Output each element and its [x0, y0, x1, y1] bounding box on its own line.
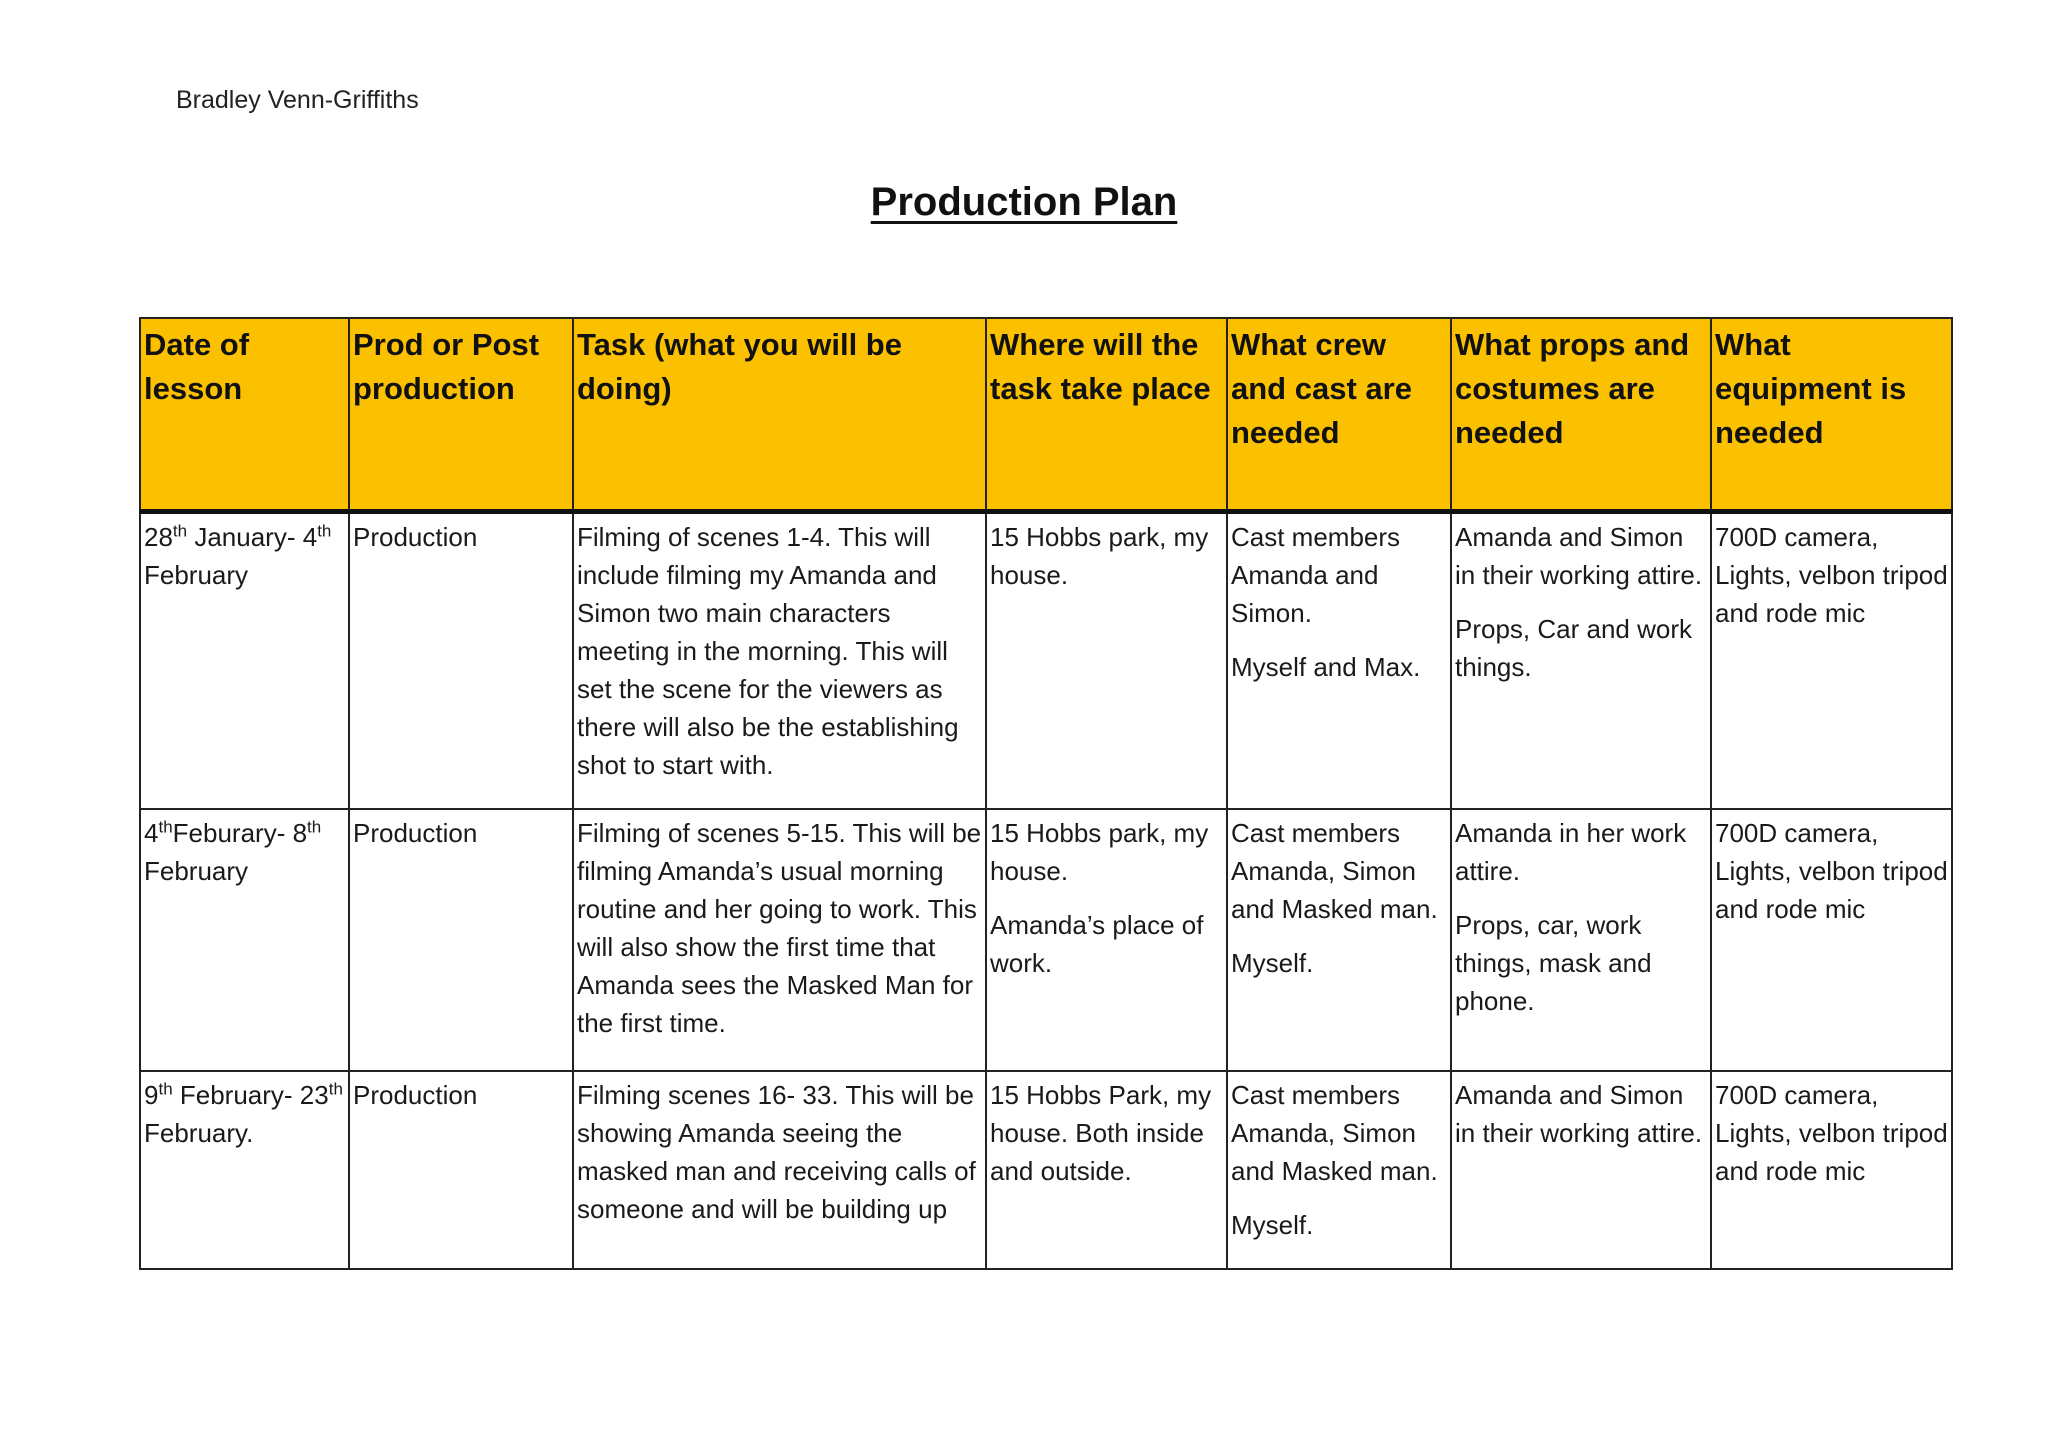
location-line: 15 Hobbs Park, my house. Both inside and outside. [990, 1080, 1212, 1186]
header-stage: Prod or Post production [349, 318, 573, 512]
props-costumes-line: Amanda and Simon in their working attire. [1455, 522, 1703, 590]
header-row [140, 318, 1952, 512]
location-cell [986, 809, 1227, 1071]
document-title-text: Production Plan [870, 180, 1178, 224]
location-line: 15 Hobbs park, my house. [990, 818, 1209, 886]
props-costumes-cell [1451, 809, 1711, 1071]
crew-cast-line: Cast members Amanda and Simon. [1231, 522, 1401, 628]
equipment-cell: 700D camera, Lights, velbon tripod and rode mic [1711, 809, 1952, 1071]
crew-cast-line: Myself. [1231, 1210, 1314, 1240]
table-row [140, 512, 1952, 810]
stage-cell: Production [349, 809, 573, 1071]
crew-cast-cell [1227, 809, 1451, 1071]
location-cell [986, 512, 1227, 810]
author-name: Bradley Venn-Griffiths [176, 86, 419, 114]
crew-cast-line: Cast members Amanda, Simon and Masked man. [1231, 818, 1438, 924]
equipment-cell: 700D camera, Lights, velbon tripod and rode mic [1711, 1071, 1952, 1269]
header-date: Date of lesson [140, 318, 349, 512]
location-line: Amanda’s place of work. [990, 910, 1204, 978]
props-costumes-line: Props, car, work things, mask and phone. [1455, 910, 1652, 1016]
header-crew-cast: What crew and cast are needed [1227, 318, 1451, 512]
stage-cell: Production [349, 512, 573, 810]
crew-cast-cell [1227, 512, 1451, 810]
props-costumes-cell [1451, 1071, 1711, 1269]
table-row [140, 1071, 1952, 1269]
props-costumes-line: Amanda and Simon in their working attire. [1455, 1080, 1703, 1148]
header-location: Where will the task take place [986, 318, 1227, 512]
props-costumes-cell [1451, 512, 1711, 810]
date-cell: 28th January- 4th February [140, 512, 349, 810]
stage-cell: Production [349, 1071, 573, 1269]
header-props-costumes: What props and costumes are needed [1451, 318, 1711, 512]
crew-cast-line: Myself and Max. [1231, 652, 1421, 682]
document-title [0, 178, 2048, 226]
crew-cast-line: Myself. [1231, 948, 1314, 978]
header-equipment: What equipment is needed [1711, 318, 1952, 512]
equipment-cell: 700D camera, Lights, velbon tripod and rode mic [1711, 512, 1952, 810]
location-cell [986, 1071, 1227, 1269]
crew-cast-cell [1227, 1071, 1451, 1269]
table-row [140, 809, 1952, 1071]
production-plan-table [139, 317, 1953, 1270]
location-line: 15 Hobbs park, my house. [990, 522, 1209, 590]
crew-cast-line: Cast members Amanda, Simon and Masked man. [1231, 1080, 1438, 1186]
task-cell: Filming of scenes 1-4. This will include filming my Amanda and Simon two main characters meeting in the morning. This will set the scene for the viewers as there will also be the establishing shot to start with. [573, 512, 986, 810]
task-cell: Filming scenes 16- 33. This will be showing Amanda seeing the masked man and receiving calls of someone and will be building up [573, 1071, 986, 1269]
header-task: Task (what you will be doing) [573, 318, 986, 512]
date-cell: 4thFeburary- 8th February [140, 809, 349, 1071]
props-costumes-line: Amanda in her work attire. [1455, 818, 1687, 886]
date-cell: 9th February- 23th February. [140, 1071, 349, 1269]
task-cell: Filming of scenes 5-15. This will be filming Amanda’s usual morning routine and her going to work. This will also show the first time that Amanda sees the Masked Man for the first time. [573, 809, 986, 1071]
props-costumes-line: Props, Car and work things. [1455, 614, 1692, 682]
